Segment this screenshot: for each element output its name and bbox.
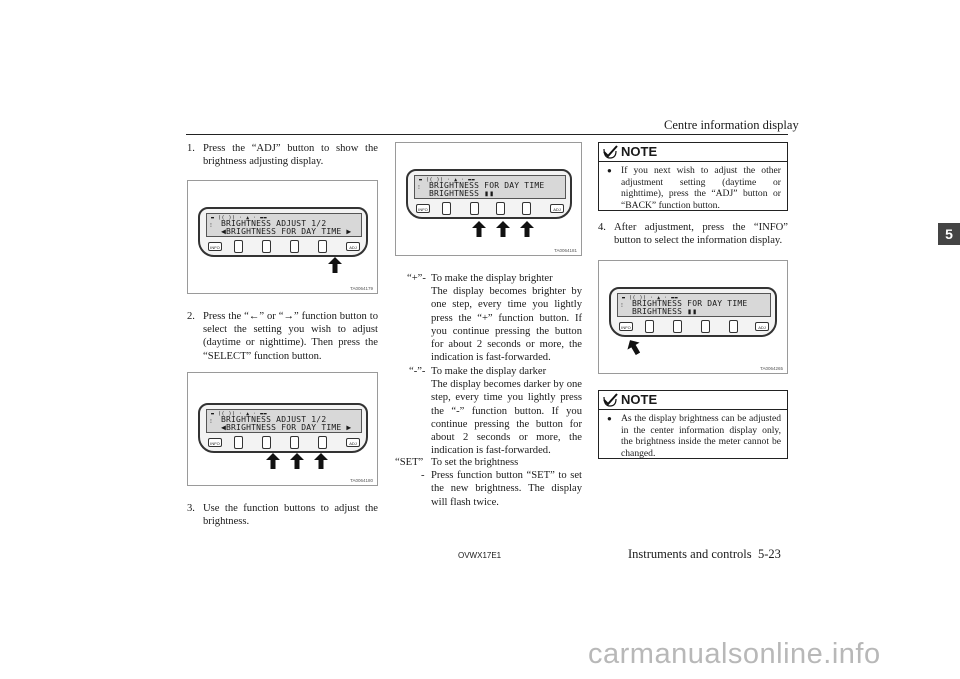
function-dash: - — [421, 470, 425, 482]
function-button-3[interactable] — [290, 240, 299, 253]
step-number: 1. — [187, 143, 195, 154]
figure-adj-button — [187, 180, 378, 294]
page-number: 5-23 — [758, 547, 781, 561]
function-text: The display becomes brighter by one step, every time you lightly press the “+” function button. If you continue pressing the button for about 2 seconds or more, the indication is fast-forwarded. — [431, 286, 582, 364]
note-body — [607, 413, 781, 459]
function-title: To make the display darker — [431, 366, 547, 377]
display-panel — [406, 169, 572, 219]
note-body — [607, 165, 781, 211]
info-button[interactable]: INFO — [619, 322, 633, 331]
figure-code: TA0064180 — [350, 478, 373, 483]
lcd-status-row: ▬ (( )) · ▲ · ▬▬ — [211, 215, 268, 221]
up-arrow-icon — [266, 453, 280, 469]
function-plus — [395, 272, 582, 364]
function-key: “SET” — [395, 457, 424, 468]
up-arrow-icon — [624, 337, 644, 358]
lcd-line-1: BRIGHTNESS FOR DAY TIME — [632, 299, 748, 308]
function-button-2[interactable] — [262, 436, 271, 449]
section-title: Centre information display — [664, 118, 799, 132]
function-button-1[interactable] — [442, 202, 451, 215]
figure-code: TA0064181 — [554, 248, 577, 253]
lcd-line-2: BRIGHTNESS ▮▮ — [429, 189, 495, 198]
lcd-indicator: ⁝ — [418, 184, 420, 191]
adj-button[interactable]: ADJ — [346, 438, 360, 447]
minus-button[interactable] — [470, 202, 479, 215]
note-title: NOTE — [621, 392, 658, 407]
chapter-tab: 5 — [938, 223, 960, 245]
lcd-indicator: ⁝ — [621, 302, 623, 309]
lcd-line-1: BRIGHTNESS ADJUST 1/2 — [221, 415, 327, 424]
watermark: carmanualsonline.info — [588, 638, 881, 670]
adj-button[interactable]: ADJ — [346, 242, 360, 251]
figure-select-buttons — [187, 372, 378, 486]
chapter-name: Instruments and controls — [628, 547, 752, 561]
function-button-1[interactable] — [234, 436, 243, 449]
lcd-indicator: ⁝ — [210, 222, 212, 229]
info-button[interactable]: INFO — [416, 204, 430, 213]
function-button-4[interactable] — [729, 320, 738, 333]
function-title: To make the display brighter — [431, 273, 553, 284]
lcd-status-row: ▬ (( )) · ▲ · ▬▬ — [211, 411, 268, 417]
lcd-indicator: ⁝ — [210, 418, 212, 425]
function-button-4[interactable] — [318, 240, 327, 253]
note-box-1 — [598, 142, 788, 211]
lcd-screen — [617, 293, 771, 317]
plus-button[interactable] — [496, 202, 505, 215]
function-button-4[interactable] — [318, 436, 327, 449]
step-text: Press the “←” or “→” function button to select the setting you wish to adjust (daytime or nighttime). Then press the “SELECT” function button. — [203, 311, 378, 362]
figure-adjust-buttons — [395, 142, 582, 256]
step-1 — [187, 142, 378, 168]
up-arrow-icon — [496, 221, 510, 237]
display-panel — [198, 403, 368, 453]
up-arrow-icon — [328, 257, 342, 273]
bullet-icon: ● — [607, 166, 612, 175]
lcd-line-2: BRIGHTNESS ▮▮ — [632, 307, 698, 316]
step-2 — [187, 310, 378, 363]
function-key: “-”- — [409, 366, 426, 377]
lcd-status-row: ▬ (( )) · ▲ · ▬▬ — [622, 295, 679, 301]
function-button-1[interactable] — [645, 320, 654, 333]
display-panel — [609, 287, 777, 337]
note-header — [599, 391, 787, 410]
step-3 — [187, 502, 378, 528]
function-button-2[interactable] — [673, 320, 682, 333]
function-text: Press function button “SET” to set the new brightness. The display will flash twice. — [431, 470, 582, 508]
lcd-screen — [206, 409, 362, 433]
function-button-3[interactable] — [701, 320, 710, 333]
adj-button[interactable]: ADJ — [755, 322, 769, 331]
header-rule — [186, 134, 788, 135]
lcd-screen — [414, 175, 566, 199]
function-title: To set the brightness — [431, 457, 519, 468]
adj-button[interactable]: ADJ — [550, 204, 564, 213]
note-header — [599, 143, 787, 162]
note-text: If you next wish to adjust the other adjustment setting (daytime or nighttime), press the “ADJ” button or “BACK” function button. — [621, 165, 781, 211]
step-number: 3. — [187, 503, 195, 514]
step-number: 2. — [187, 311, 195, 322]
info-button[interactable]: INFO — [208, 438, 222, 447]
bullet-icon: ● — [607, 414, 612, 423]
note-check-icon — [603, 393, 618, 407]
lcd-line-2: ◀BRIGHTNESS FOR DAY TIME ▶ — [221, 423, 352, 432]
lcd-status-row: ▬ (( )) · ▲ · ▬▬ — [419, 177, 476, 183]
up-arrow-icon — [314, 453, 328, 469]
up-arrow-icon — [472, 221, 486, 237]
doc-code: OVWX17E1 — [458, 551, 502, 560]
figure-code: TA0064179 — [350, 286, 373, 291]
step-text: Press the “ADJ” button to show the brightness adjusting display. — [203, 143, 378, 168]
up-arrow-icon — [290, 453, 304, 469]
lcd-screen — [206, 213, 362, 237]
function-set — [395, 456, 582, 509]
step-4 — [598, 221, 788, 247]
step-text: Use the function buttons to adjust the brightness. — [203, 503, 378, 528]
function-minus — [395, 365, 582, 457]
function-button-1[interactable] — [234, 240, 243, 253]
function-text: The display becomes darker by one step, every time you lightly press the “-” function button. If you continue pressing the button for about 2 seconds or more, the indication is fast-forwarded. — [431, 379, 582, 457]
step-number: 4. — [598, 222, 606, 233]
display-panel — [198, 207, 368, 257]
function-button-3[interactable] — [290, 436, 299, 449]
up-arrow-icon — [520, 221, 534, 237]
note-check-icon — [603, 145, 618, 159]
figure-info-button — [598, 260, 788, 374]
lcd-line-1: BRIGHTNESS FOR DAY TIME — [429, 181, 545, 190]
lcd-line-1: BRIGHTNESS ADJUST 1/2 — [221, 219, 327, 228]
set-button[interactable] — [522, 202, 531, 215]
lcd-line-2: ◀BRIGHTNESS FOR DAY TIME ▶ — [221, 227, 352, 236]
function-button-2[interactable] — [262, 240, 271, 253]
note-box-2 — [598, 390, 788, 459]
note-title: NOTE — [621, 144, 658, 159]
note-text: As the display brightness can be adjusted in the center information display only, the brightness inside the meter cannot be changed. — [621, 413, 781, 459]
function-key: “+”- — [407, 273, 426, 284]
info-button[interactable]: INFO — [208, 242, 222, 251]
step-text: After adjustment, press the “INFO” button to select the information display. — [614, 222, 788, 247]
figure-code: TA0064265 — [760, 366, 783, 371]
